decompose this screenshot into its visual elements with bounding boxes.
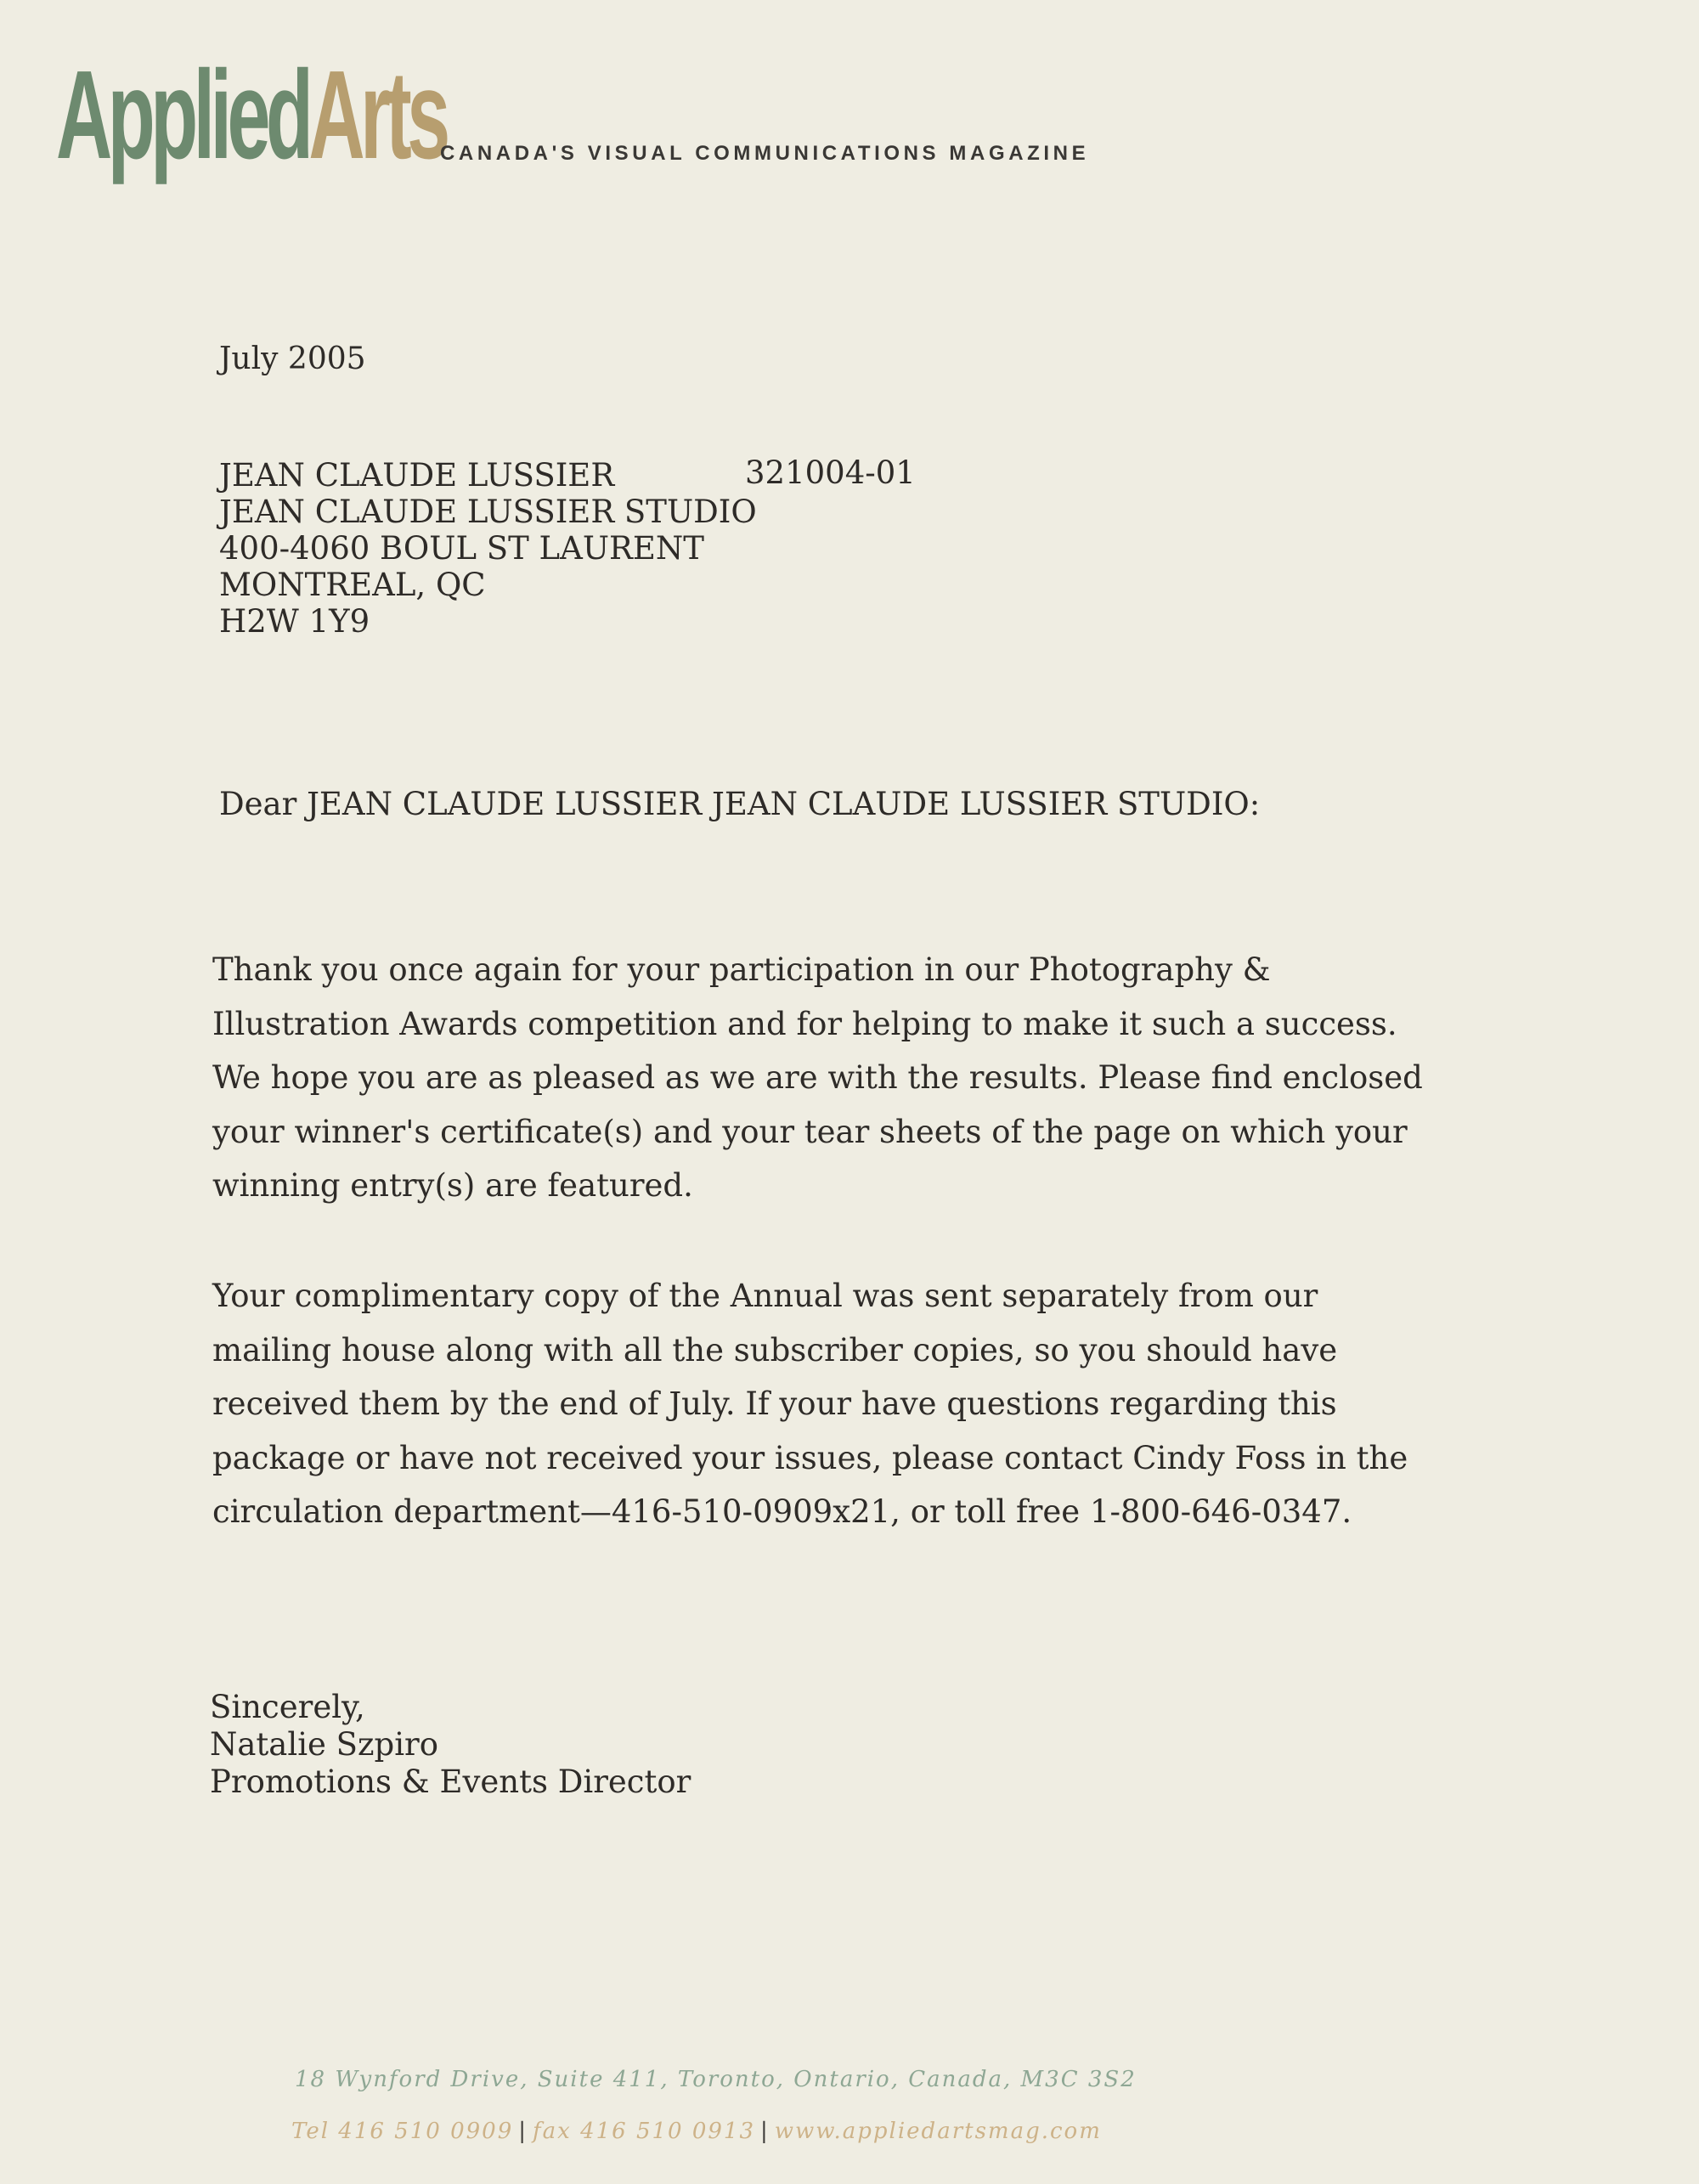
paragraph-line: winning entry(s) are featured. <box>212 1167 693 1204</box>
footer-website-link[interactable]: www.appliedartsmag.com <box>774 2119 1102 2144</box>
salutation: Dear JEAN CLAUDE LUSSIER JEAN CLAUDE LUSSIER STUDIO: <box>219 786 1261 822</box>
address-line: JEAN CLAUDE LUSSIER <box>219 457 615 494</box>
paragraph-line: Thank you once again for your participation in our Photography & <box>212 951 1271 988</box>
paragraph-line: your winner's certificate(s) and your tear sheets of the page on which your <box>212 1113 1408 1150</box>
footer-contact <box>291 2119 1102 2144</box>
footer-tel: Tel 416 510 0909 <box>291 2119 514 2144</box>
logo-applied-text: Applied <box>56 45 309 185</box>
paragraph-line: received them by the end of July. If your have questions regarding this <box>212 1385 1337 1422</box>
signature-block <box>210 1689 691 1801</box>
logo-arts-text: Arts <box>308 45 446 185</box>
paragraph-line: circulation department—416-510-0909x21, or toll free 1-800-646-0347. <box>212 1493 1352 1530</box>
body-paragraph-2 <box>212 1269 1408 1539</box>
applied-arts-logo <box>56 45 446 185</box>
address-line: MONTREAL, QC <box>219 567 486 603</box>
address-line: H2W 1Y9 <box>219 603 370 640</box>
footer-separator: | <box>518 2119 528 2144</box>
signer-title: Promotions & Events Director <box>210 1764 691 1800</box>
recipient-address <box>219 457 757 640</box>
paragraph-line: Illustration Awards competition and for helping to make it such a success. <box>212 1005 1397 1042</box>
account-number: 321004-01 <box>745 454 916 491</box>
footer-separator: | <box>760 2119 770 2144</box>
closing-text: Sincerely, <box>210 1689 365 1725</box>
signer-name: Natalie Szpiro <box>210 1726 439 1763</box>
body-paragraph-1 <box>212 943 1423 1213</box>
letterhead-tagline: CANADA'S VISUAL COMMUNICATIONS MAGAZINE <box>440 142 1090 165</box>
paragraph-line: mailing house along with all the subscriber copies, so you should have <box>212 1331 1338 1369</box>
paragraph-line: We hope you are as pleased as we are with the results. Please find enclosed <box>212 1059 1423 1096</box>
footer-address: 18 Wynford Drive, Suite 411, Toronto, Ontario, Canada, M3C 3S2 <box>295 2067 1137 2092</box>
paragraph-line: Your complimentary copy of the Annual was sent separately from our <box>212 1278 1318 1314</box>
address-line: JEAN CLAUDE LUSSIER STUDIO <box>219 494 757 530</box>
address-line: 400-4060 BOUL ST LAURENT <box>219 530 704 567</box>
paragraph-line: package or have not received your issues, please contact Cindy Foss in the <box>212 1439 1408 1476</box>
footer-fax: fax 416 510 0913 <box>533 2119 756 2144</box>
letter-date: July 2005 <box>219 341 366 376</box>
